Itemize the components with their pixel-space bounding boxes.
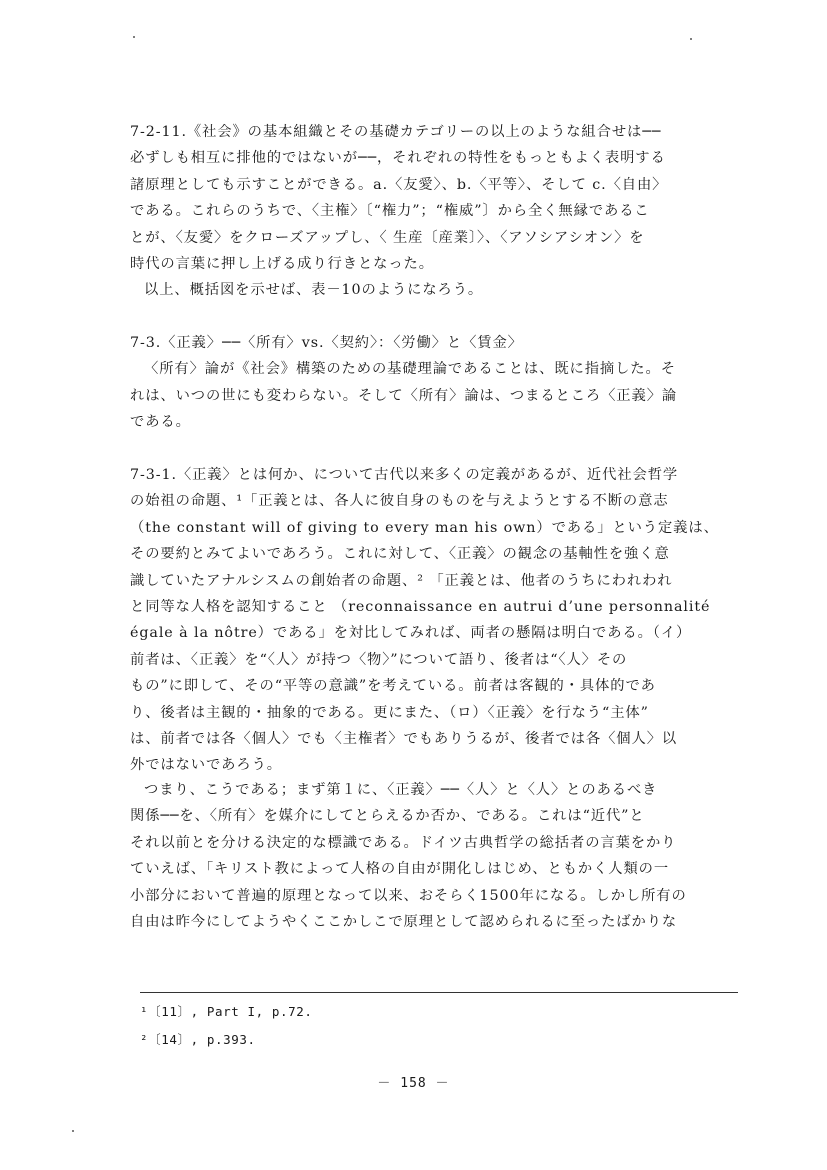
text-line: égale à la nôtre）である」を対比してみれば、両者の懸隔は明白である。（イ） [130,625,692,642]
text-line: 諸原理としても示すことができる。a.〈友愛〉、b.〈平等〉、そして c.〈自由〉 [130,176,668,193]
scan-speck [690,38,692,40]
text-line: 自由は昨今にしてようやくここかしこで原理として認められるに至ったばかりな [130,913,678,930]
text-line: 小部分において普遍的原理となって以来、おそらく1500年になる。しかし所有の [130,887,687,904]
text-line: 関係──を、〈所有〉を媒介にしてとらえるか否か、である。これは“近代”と [130,808,645,825]
text-line: り、後者は主観的・抽象的である。更にまた、（ロ）〈正義〉を行なう“主体” [130,704,649,721]
text-line: である。 [130,414,191,431]
text-line: れは、いつの世にも変わらない。そして〈所有〉論は、つまるところ〈正義〉論 [130,387,678,404]
scan-speck [133,36,135,38]
text-line: もの”に即して、その“平等の意識”を考えている。前者は客観的・具体的であ [130,678,656,695]
text-line: 時代の言葉に押し上げる成り行きとなった。 [130,255,434,272]
text-line: 以上、概括図を示せば、表－10のようになろう。 [144,282,484,298]
text-line: つまり、こうである；まず第１に、〈正義〉──〈人〉と〈人〉とのあるべき [144,782,658,798]
paragraph-7-2-11 [130,119,730,277]
paragraph-summary [130,277,730,303]
section-heading: 7-3.〈正義〉──〈所有〉vs.〈契約〉：〈労働〉と〈賃金〉 [130,335,523,351]
text-line: である。これらのうちで、〈主権〉〔“権力”；“権威”〕から全く無縁であるこ [130,203,650,220]
text-line: は、前者では各〈個人〉でも〈主権者〉でもありうるが、後者では各〈個人〉以 [130,730,678,747]
paragraph-7-3-1 [130,462,730,779]
text-line: とが、〈友愛〉をクローズアップし、〈 生産〔産業〕〉、〈アソシアシオン〉を [130,229,645,246]
text-line: 外ではないであろう。 [130,757,282,774]
section-7-3 [130,330,730,436]
text-line: 識していたアナルシスムの創始者の命題、² 「正義とは、他者のうちにわれわれ [130,572,673,589]
text-line: 前者は、〈正義〉を“〈人〉が持つ〈物〉”について語り、後者は“〈人〉その [130,651,628,668]
text-line: それ以前とを分ける決定的な標識である。ドイツ古典哲学の総括者の言葉をかり [130,834,677,851]
text-line: 必ずしも相互に排他的ではないが──，それぞれの特性をもっともよく表明する [130,150,666,167]
text-line: （the constant will of giving to every man his own）である」という定義は、 [130,519,719,536]
text-line: と同等な人格を認知すること （reconnaissance en autrui d’une personnalité [130,598,711,615]
footnote-2: ²〔14〕, p.393. [140,1032,256,1047]
footnote-divider [140,992,738,993]
footnote-1: ¹〔11〕, Part I, p.72. [140,1004,313,1019]
text-line: の始祖の命題、¹「正義とは、各人に彼自身のものを与えようとする不断の意志 [130,493,669,510]
paragraph-tsumari [130,777,730,935]
text-line: 〈所有〉論が《社会》構築のための基礎理論であることは、既に指摘した。そ [144,361,676,378]
text-line: ていえば、「キリスト教によって人格の自由が開化しはじめ、ともかく人類の一 [130,861,670,878]
text-line: その要約とみてよいであろう。これに対して、〈正義〉の観念の基軸性を強く意 [130,546,670,563]
text-line: 7-2-11.《社会》の基本組織とその基礎カテゴリーの以上のような組合せは── [130,124,662,140]
scan-speck [72,1130,74,1132]
page-number: － 158 － [377,1076,450,1091]
text-line: 7-3-1.〈正義〉とは何か、について古代以来多くの定義があるが、近代社会哲学 [130,467,679,483]
